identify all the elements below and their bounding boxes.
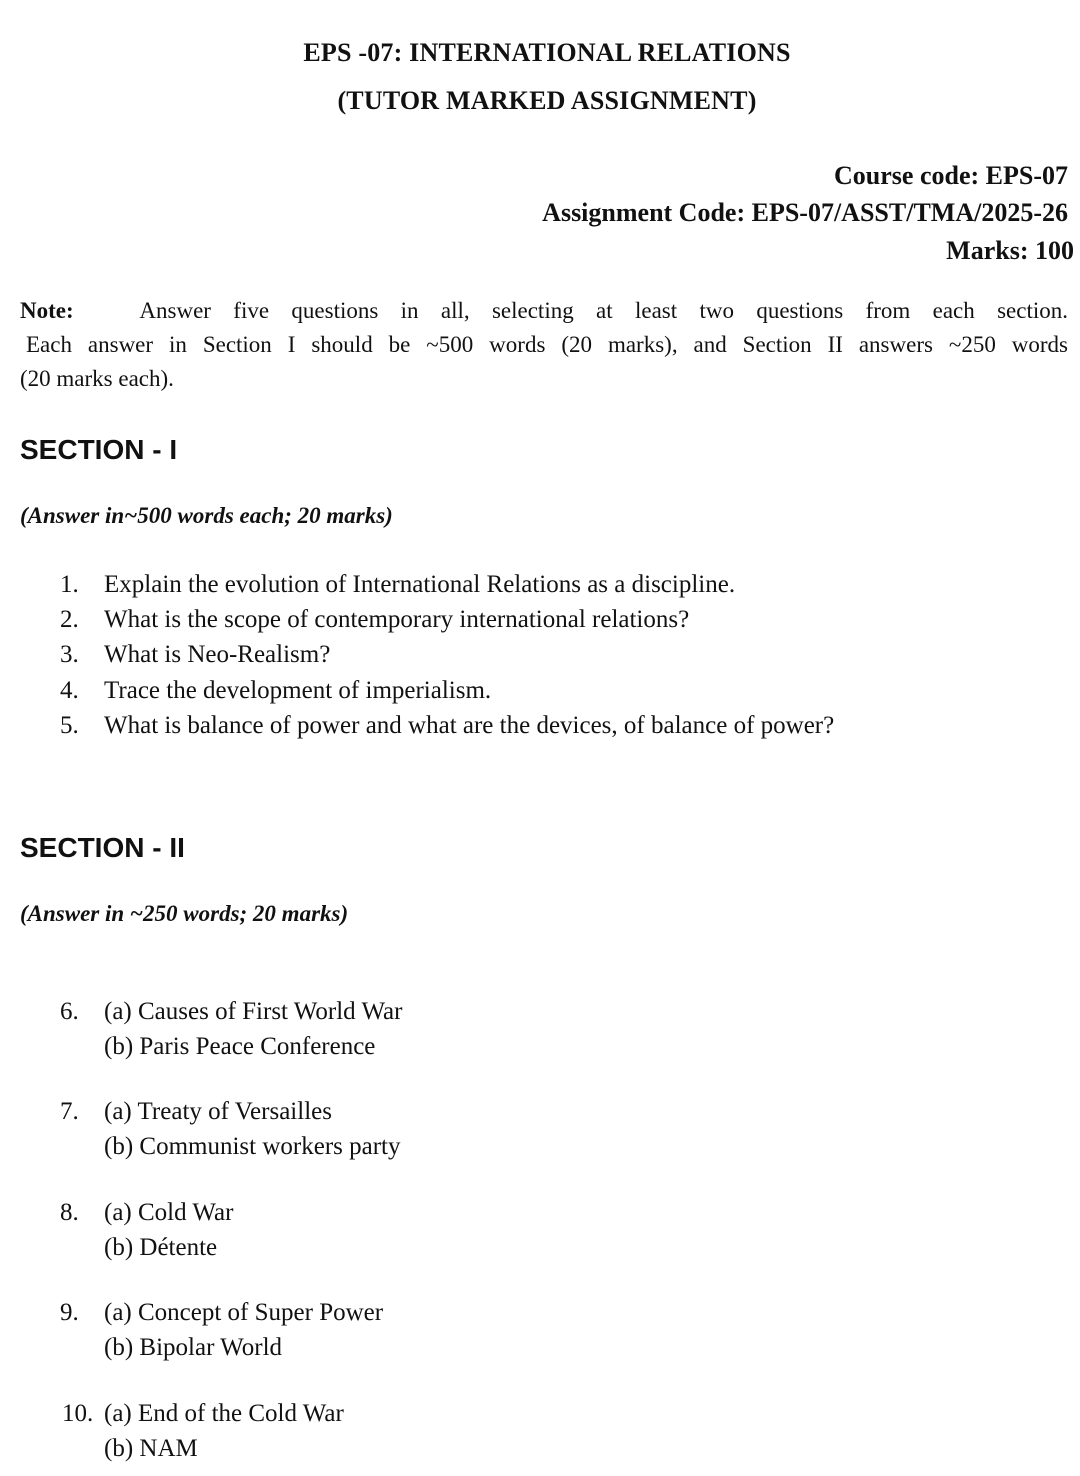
question-parts <box>104 1396 344 1466</box>
question-number: 2. <box>60 606 79 633</box>
course-code: Course code: EPS-07 <box>834 161 1068 190</box>
note-label: Note: <box>20 298 74 323</box>
question-6 <box>0 994 1080 1064</box>
question-10 <box>0 1396 1080 1466</box>
question-number: 9. <box>60 1299 79 1326</box>
question-number: 3. <box>60 641 79 668</box>
question-7 <box>0 1094 1080 1164</box>
question-part-b: (b) NAM <box>104 1435 198 1462</box>
note-line-1 <box>20 294 1068 328</box>
section-1-heading: SECTION - I <box>20 434 178 465</box>
question-5 <box>0 708 1080 743</box>
question-parts <box>104 1195 233 1265</box>
note-text-1: Answer five questions in all, selecting at least two questions from each section. <box>139 298 1069 323</box>
question-number: 5. <box>60 712 79 739</box>
question-9 <box>0 1295 1080 1365</box>
question-number: 6. <box>60 998 79 1025</box>
question-3 <box>0 637 1080 672</box>
question-1 <box>0 567 1080 602</box>
document-subtitle: (TUTOR MARKED ASSIGNMENT) <box>337 86 757 115</box>
question-4 <box>0 673 1080 708</box>
assignment-code: Assignment Code: EPS-07/ASST/TMA/2025-26 <box>542 198 1068 227</box>
question-text: What is balance of power and what are the devices, of balance of power? <box>104 712 835 739</box>
question-part-b: (b) Bipolar World <box>104 1334 283 1361</box>
question-part-a: (a) Cold War <box>104 1199 234 1226</box>
question-text: What is Neo-Realism? <box>104 641 331 668</box>
question-number: 8. <box>60 1199 79 1226</box>
section-1-instruction: (Answer in~500 words each; 20 marks) <box>20 503 393 528</box>
question-number: 7. <box>60 1098 79 1125</box>
question-part-a: (a) End of the Cold War <box>104 1400 344 1427</box>
question-part-b: (b) Paris Peace Conference <box>104 1033 376 1060</box>
question-part-a: (a) Concept of Super Power <box>104 1299 384 1326</box>
total-marks: Marks: 100 <box>946 236 1074 265</box>
question-part-a: (a) Causes of First World War <box>104 998 403 1025</box>
question-8 <box>0 1195 1080 1265</box>
instructions-note <box>20 294 1068 396</box>
section-1-questions <box>0 567 1080 747</box>
question-text: What is the scope of contemporary international relations? <box>104 606 690 633</box>
question-parts <box>104 994 402 1064</box>
document-title: EPS -07: INTERNATIONAL RELATIONS <box>303 38 791 67</box>
note-line-2: Each answer in Section I should be ~500 words (20 marks), and Section II answers ~250 words <box>26 332 1068 357</box>
note-line-3: (20 marks each). <box>20 366 174 391</box>
question-number: 4. <box>60 677 79 704</box>
question-2 <box>0 602 1080 637</box>
question-part-a: (a) Treaty of Versailles <box>104 1098 332 1125</box>
question-number: 1. <box>60 571 79 598</box>
question-text: Trace the development of imperialism. <box>104 677 492 704</box>
question-part-b: (b) Détente <box>104 1234 218 1261</box>
question-text: Explain the evolution of International Relations as a discipline. <box>104 571 736 598</box>
section-2-instruction: (Answer in ~250 words; 20 marks) <box>20 901 349 926</box>
question-parts <box>104 1094 400 1164</box>
question-part-b: (b) Communist workers party <box>104 1133 401 1160</box>
section-2-heading: SECTION - II <box>20 832 185 863</box>
question-parts <box>104 1295 383 1365</box>
question-number: 10. <box>62 1400 94 1427</box>
